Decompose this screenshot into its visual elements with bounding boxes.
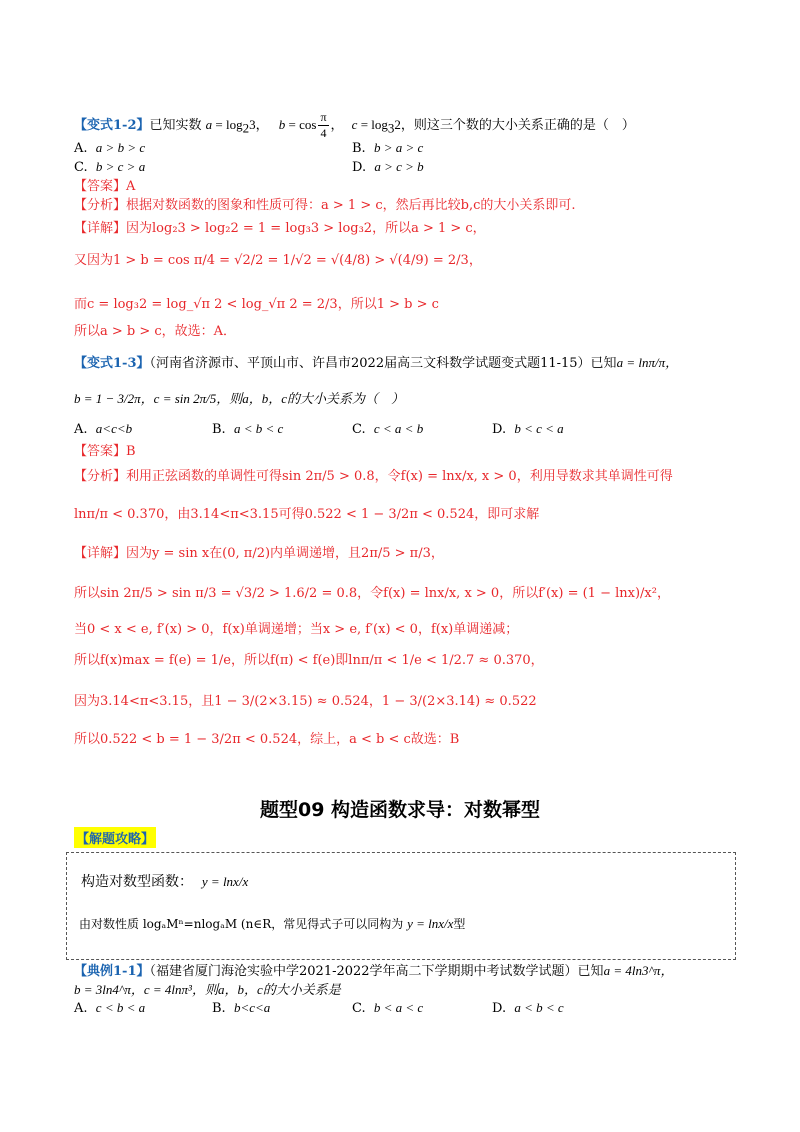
v12-stem-a: 已知实数: [149, 118, 202, 133]
box-line-1-expr: y = lnx/x: [201, 874, 249, 889]
v12-detail-4: 所以a > b > c，故选：A．: [74, 324, 237, 339]
v12-detail-1: 【详解】因为log₂3 > log₂2 = 1 = log₃3 > log₃2，所以a > 1 > c，: [74, 221, 486, 236]
v13-tag: 【变式1-3】: [74, 356, 150, 371]
strategy-box: [66, 852, 736, 960]
v12-option-c: C. b > c > a: [74, 159, 146, 175]
v13-analysis-1: 【分析】利用正弦函数的单调性可得sin 2π/5 > 0.8，令f(x) = lnx/x, x > 0，利用导数求其单调性可得: [74, 469, 673, 484]
v13-option-b: B. a < b < c: [212, 421, 284, 437]
v13-stem-2: b = 1 − 3/2π，c = sin 2π/5，则a，b，c的大小关系为（ ）: [74, 391, 405, 406]
v13-detail-2: 所以sin 2π/5 > sin π/3 = √3/2 > 1.6/2 = 0.8，令f(x) = lnx/x, x > 0，所以f′(x) = (1 − lnx)/x²，: [74, 586, 670, 601]
v12-detail-3: 而c = log₃2 = log_√π 2 < log_√π 2 = 2/3，所以1 > b > c: [74, 297, 439, 312]
ex11-stem-2: b = 3ln4^π，c = 4lnπ³，则a，b，c的大小关系是: [74, 982, 341, 997]
v13-analysis-2: lnπ/π < 0.370，由3.14<π<3.15可得0.522 < 1 − 3/2π < 0.524，即可求解: [74, 507, 540, 522]
v12-stem-end: ，则这三个数的大小关系正确的是（ ）: [400, 118, 635, 133]
ex11-stem: [74, 962, 673, 981]
v12-option-b: B. b > a > c: [352, 140, 424, 156]
box-line-2-expr: y = lnx/x: [407, 916, 454, 931]
v13-stem: [74, 354, 678, 373]
box-line-2: 由对数性质 logₐMⁿ=nlogₐM (n∈R，常见得式子可以同构为 y = lnx/x型: [79, 916, 466, 931]
v12-option-a: A. a > b > c: [74, 140, 146, 156]
v12-analysis: 【分析】根据对数函数的图象和性质可得：a > 1 > c，然后再比较b,c的大小关系即可.: [74, 198, 576, 213]
v13-option-c: C. c < a < b: [352, 421, 424, 437]
strategy-tag: 【解题攻略】: [74, 827, 156, 848]
section-title: 题型09 构造函数求导：对数幂型: [259, 799, 541, 821]
ex11-option-d: D. a < b < c: [492, 1000, 564, 1016]
v13-detail-5: 因为3.14<π<3.15，且1 − 3/(2×3.15) ≈ 0.524，1 − 3/(2×3.14) ≈ 0.522: [74, 694, 537, 709]
ex11-option-c: C. b < a < c: [352, 1000, 424, 1016]
v12-detail-2: 又因为1 > b = cos π/4 = √2/2 = 1/√2 = √(4/8) > √(4/9) = 2/3，: [74, 253, 482, 268]
v12-option-d: D. a > c > b: [352, 159, 424, 175]
v13-detail-3: 当0 < x < e, f′(x) > 0，f(x)单调递增；当x > e, f′(x) < 0，f(x)单调递减；: [74, 622, 519, 637]
ex11-stem-text: （福建省厦门海沧实验中学2021-2022学年高二下学期期中考试数学试题）已知: [149, 964, 604, 979]
v13-stem-text: （河南省济源市、平顶山市、许昌市2022届高三文科数学试题变式题11-15）已知: [149, 356, 617, 371]
ex11-option-a: A. c < b < a: [74, 1000, 146, 1016]
v13-detail-1: 【详解】因为y = sin x在(0, π/2)内单调递增，且2π/5 > π/3，: [74, 546, 444, 561]
v12-a-def: a: [205, 117, 213, 132]
v12-answer: 【答案】A: [74, 179, 136, 194]
ex11-option-b: B. b<c<a: [212, 1000, 271, 1016]
v12-tag: 【变式1-2】: [74, 118, 150, 133]
box-line-1: 构造对数型函数： y = lnx/x: [81, 874, 249, 890]
v13-option-d: D. b < c < a: [492, 421, 564, 437]
v13-a-def: a = lnπ/π，: [616, 355, 679, 370]
v13-option-a: A. a<c<b: [74, 421, 133, 437]
ex11-tag: 【典例1-1】: [74, 964, 150, 979]
v13-detail-4: 所以f(x)max = f(e) = 1/e，所以f(π) < f(e)即lnπ/π < 1/e < 1/2.7 ≈ 0.370，: [74, 653, 544, 668]
v13-answer: 【答案】B: [74, 444, 136, 459]
v13-detail-6: 所以0.522 < b = 1 − 3/2π < 0.524，综上，a < b < c故选：B: [74, 732, 460, 747]
v12-stem: 【变式1-2】已知实数 $a = \log_23$， b = cos $\frac{\pi}{4}$ ， $c = \log_32$，则这三个数的大小关系正确的是（ ）: [74, 110, 635, 140]
ex11-a-def: a = 4ln3^π，: [603, 963, 674, 978]
